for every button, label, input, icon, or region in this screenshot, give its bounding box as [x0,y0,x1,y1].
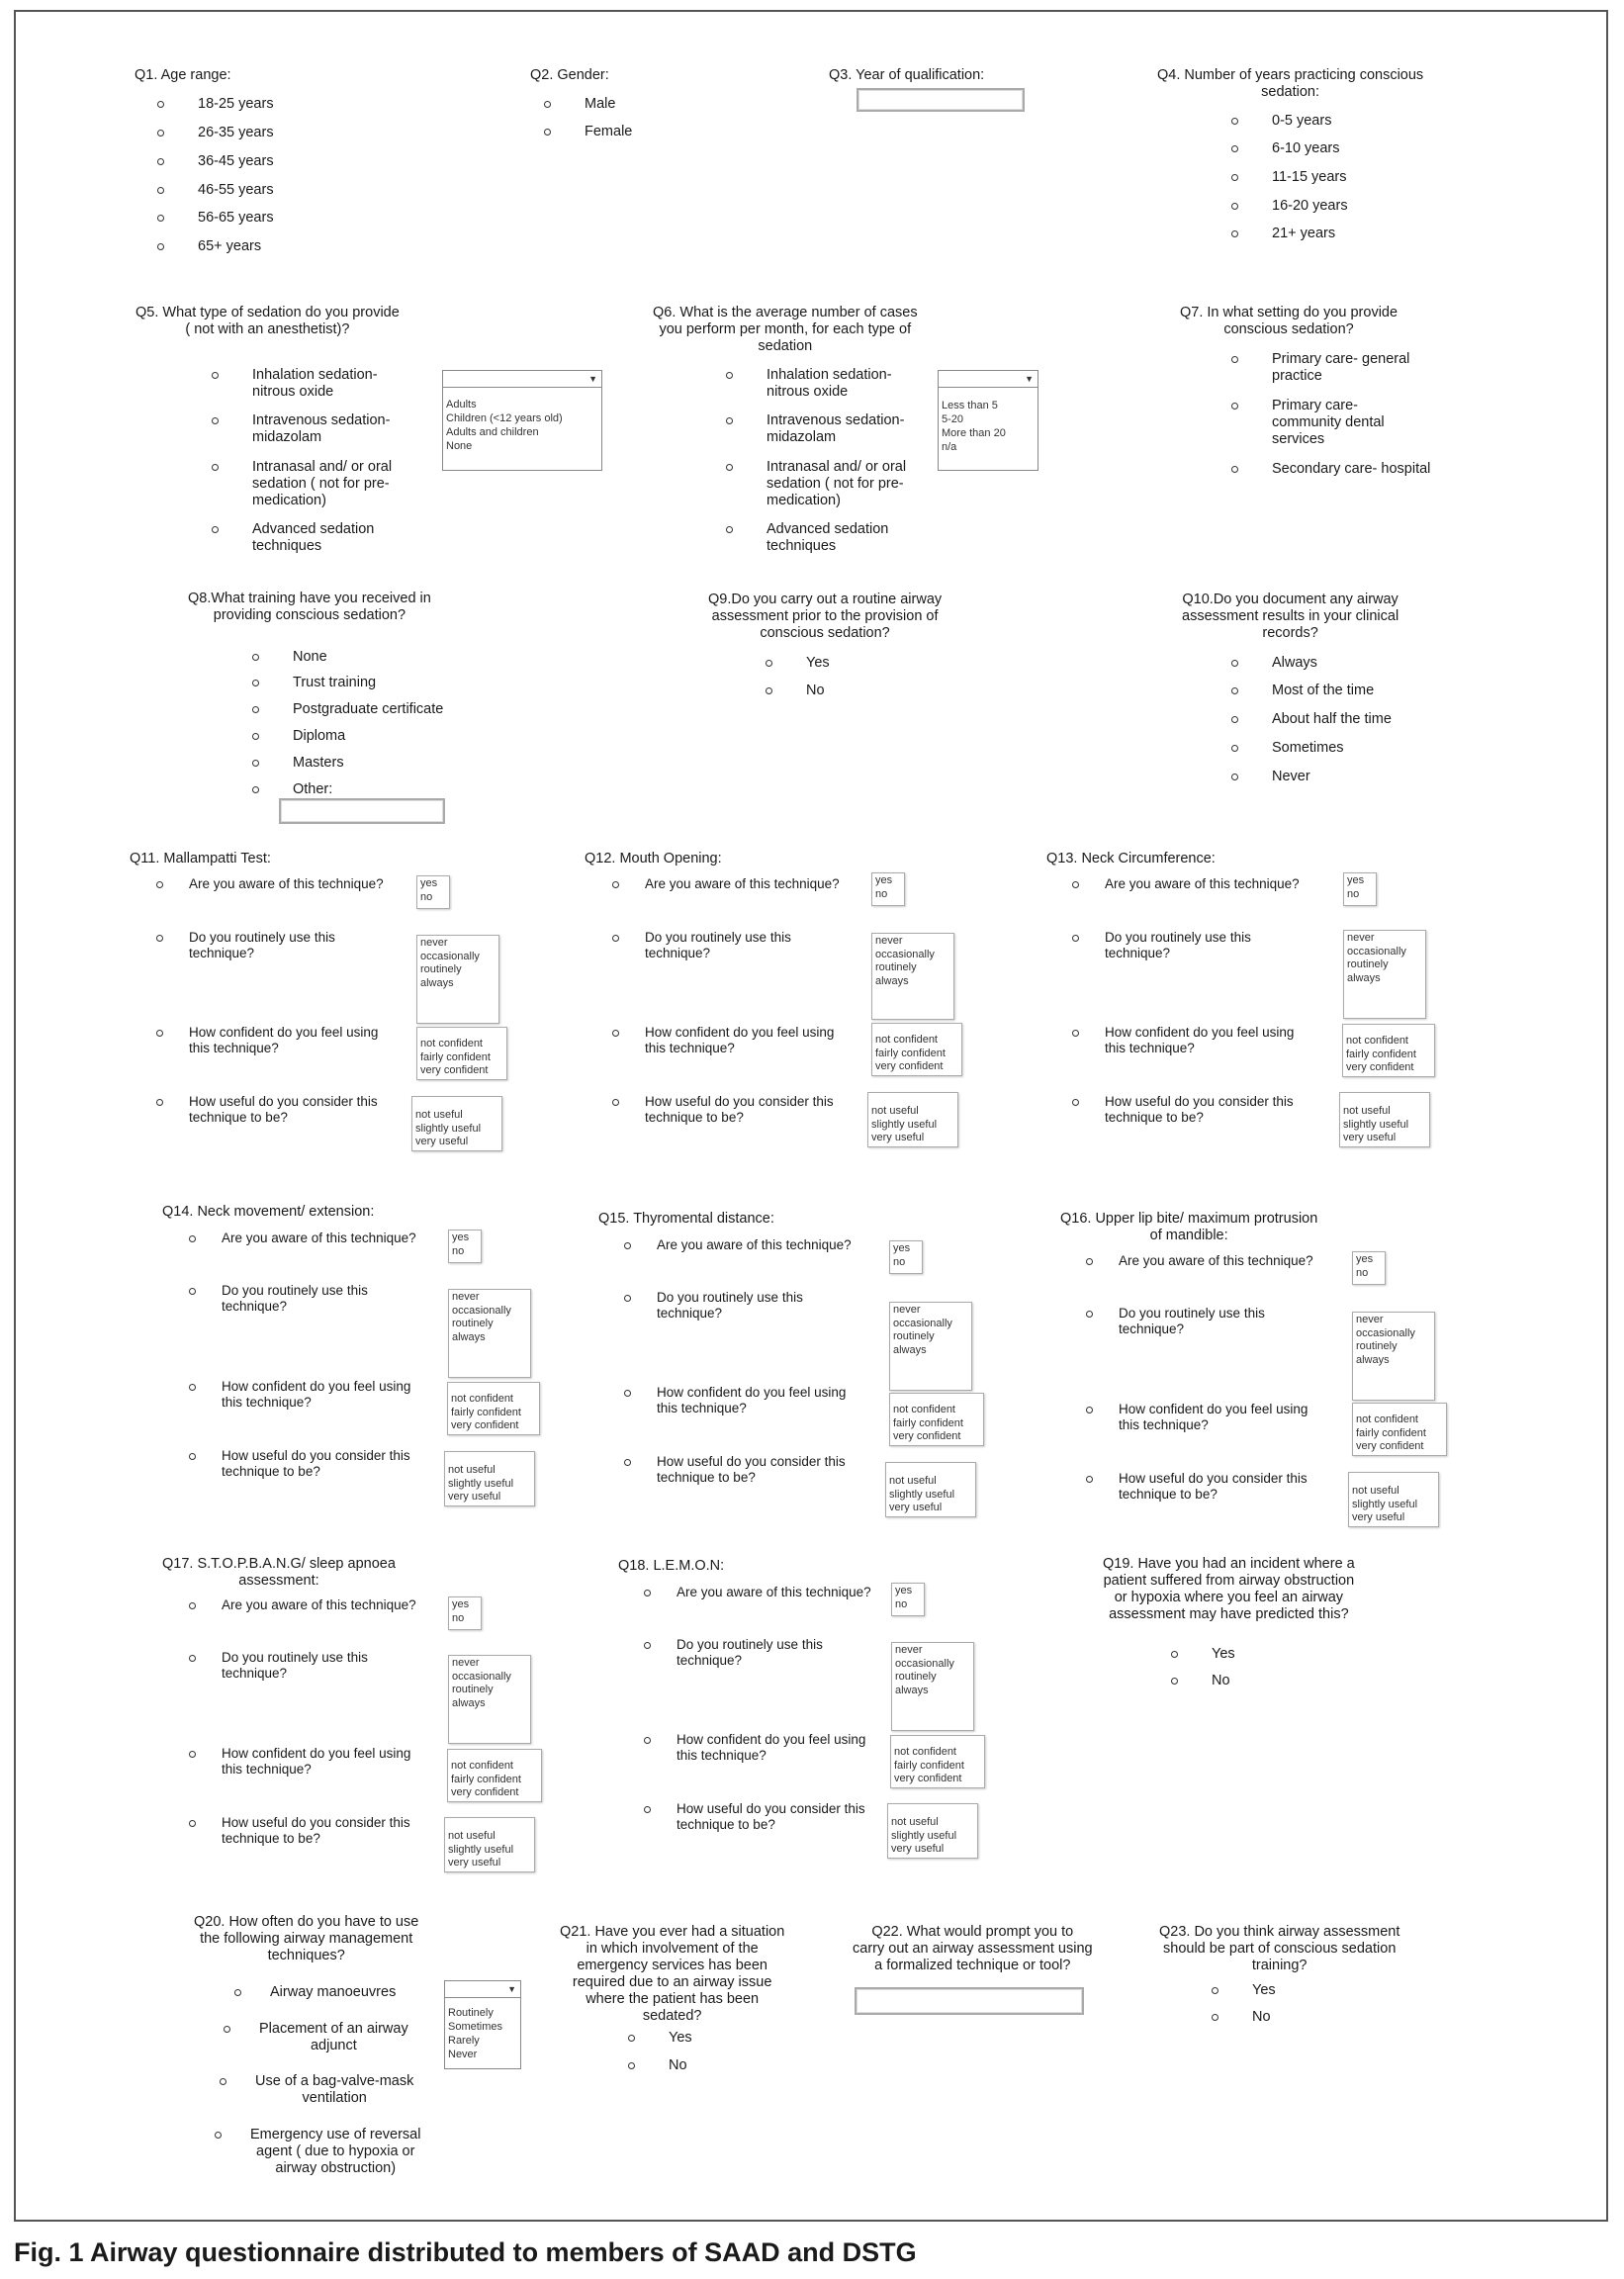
radio-icon[interactable] [189,1820,196,1827]
radio-icon[interactable] [157,158,164,165]
aware-question: Are you aware of this technique? [657,1237,852,1253]
radio-icon[interactable] [1231,203,1238,210]
use-question: Do you routinely use this technique? [222,1283,368,1315]
radio-icon[interactable] [189,1655,196,1662]
radio-icon[interactable] [234,1989,241,1996]
radio-icon[interactable] [1171,1678,1178,1685]
useful-question: How useful do you consider this technique to be? [645,1094,834,1126]
useful-question: How useful do you consider this technique to be? [222,1815,410,1847]
figure-caption: Fig. 1 Airway questionnaire distributed to members of SAAD and DSTG [14,2237,917,2267]
q13-title: Q13. Neck Circumference: [1046,851,1216,866]
q9-option[interactable]: Yes [806,655,830,672]
q3-title: Q3. Year of qualification: [829,67,985,83]
q4-option[interactable]: 0-5 years [1272,113,1331,130]
q5-title: Q5. What type of sedation do you provide ( not with an anesthetist)? [135,305,400,337]
radio-icon[interactable] [726,526,733,533]
q1-option[interactable]: 18-25 years [198,96,274,113]
q21-option[interactable]: No [669,2057,687,2074]
use-select[interactable]: never occasionally routinely always [448,1289,531,1378]
radio-icon[interactable] [1212,2014,1218,2021]
q6-option[interactable]: Intranasal and/ or oral sedation ( not for pre- medication) [767,459,906,509]
confidence-question: How confident do you feel using this technique? [222,1746,410,1778]
radio-icon[interactable] [215,2132,222,2139]
q4-option[interactable]: 6-10 years [1272,140,1340,157]
q1-option[interactable]: 26-35 years [198,125,274,141]
q5-option[interactable]: Intravenous sedation- midazolam [252,412,390,446]
q8-option[interactable]: Trust training [293,675,376,691]
q10-title: Q10.Do you document any airway assessment results in your clinical records? [1182,592,1399,641]
dropdown-option[interactable]: Children (<12 years old) [446,412,563,424]
radio-icon[interactable] [624,1242,631,1249]
radio-icon[interactable] [212,526,219,533]
radio-icon[interactable] [726,417,733,424]
radio-icon[interactable] [1072,1030,1079,1037]
q2-option[interactable]: Female [585,124,632,140]
confidence-question: How confident do you feel using this technique? [222,1379,410,1411]
aware-question: Are you aware of this technique? [677,1585,871,1600]
use-question: Do you routinely use this technique? [222,1650,368,1682]
q20-option[interactable]: Airway manoeuvres [270,1984,396,2001]
radio-icon[interactable] [1231,716,1238,723]
q7-option[interactable]: Secondary care- hospital [1272,461,1430,478]
q8-other-input[interactable] [279,798,445,824]
radio-icon[interactable] [624,1390,631,1397]
radio-icon[interactable] [1231,230,1238,237]
chevron-down-icon[interactable]: ▼ [507,1984,516,1994]
radio-icon[interactable] [1231,660,1238,667]
use-question: Do you routinely use this technique? [1105,930,1251,961]
radio-icon[interactable] [252,654,259,661]
radio-icon[interactable] [189,1453,196,1460]
confidence-select[interactable]: not confident fairly confident very confident [889,1393,984,1446]
radio-icon[interactable] [726,372,733,379]
q10-option[interactable]: About half the time [1272,711,1392,728]
use-question: Do you routinely use this technique? [677,1637,823,1669]
q15-title: Q15. Thyromental distance: [598,1211,774,1227]
radio-icon[interactable] [644,1642,651,1649]
use-select[interactable]: never occasionally routinely always [871,933,954,1020]
radio-icon[interactable] [157,130,164,137]
aware-select[interactable]: yes no [448,1596,482,1630]
q10-option[interactable]: Most of the time [1272,683,1374,699]
q4-option[interactable]: 11-15 years [1272,169,1347,186]
q5-option[interactable]: Inhalation sedation- nitrous oxide [252,367,378,401]
q6-option[interactable]: Inhalation sedation- nitrous oxide [767,367,892,401]
q10-option[interactable]: Never [1272,769,1310,785]
radio-icon[interactable] [189,1235,196,1242]
q6-title: Q6. What is the average number of cases you perform per month, for each type of sedation [653,305,918,354]
confidence-select[interactable]: not confident fairly confident very confident [447,1749,542,1802]
q23-option[interactable]: Yes [1252,1982,1276,1999]
aware-question: Are you aware of this technique? [645,876,840,892]
radio-icon[interactable] [628,2035,635,2042]
radio-icon[interactable] [189,1751,196,1758]
radio-icon[interactable] [156,1030,163,1037]
radio-icon[interactable] [1231,774,1238,780]
q8-option[interactable]: Diploma [293,728,345,745]
radio-icon[interactable] [1231,145,1238,152]
confidence-question: How confident do you feel using this technique? [677,1732,865,1764]
use-select[interactable]: never occasionally routinely always [1343,930,1426,1019]
q14-title: Q14. Neck movement/ extension: [162,1204,375,1220]
radio-icon[interactable] [252,760,259,767]
radio-icon[interactable] [766,660,772,667]
radio-icon[interactable] [252,786,259,793]
q23-option[interactable]: No [1252,2009,1271,2026]
confidence-question: How confident do you feel using this technique? [1105,1025,1294,1056]
aware-select[interactable]: yes no [448,1230,482,1263]
useful-select[interactable]: not useful slightly useful very useful [887,1803,978,1859]
radio-icon[interactable] [189,1288,196,1295]
radio-icon[interactable] [156,1099,163,1106]
radio-icon[interactable] [644,1806,651,1813]
radio-icon[interactable] [612,1030,619,1037]
aware-select[interactable]: yes no [1352,1251,1386,1285]
confidence-question: How confident do you feel using this technique? [1119,1402,1308,1433]
radio-icon[interactable] [624,1459,631,1466]
q22-text-input[interactable] [855,1987,1084,2015]
radio-icon[interactable] [1086,1407,1093,1413]
q2-option[interactable]: Male [585,96,615,113]
use-select[interactable]: never occasionally routinely always [891,1642,974,1731]
dropdown-option[interactable]: Less than 5 [942,400,998,411]
q16-title: Q16. Upper lip bite/ maximum protrusion of mandible: [1060,1211,1318,1243]
radio-icon[interactable] [1086,1258,1093,1265]
q19-option[interactable]: Yes [1212,1646,1235,1663]
radio-icon[interactable] [1212,1987,1218,1994]
radio-icon[interactable] [1231,403,1238,410]
radio-icon[interactable] [220,2078,226,2085]
q12-title: Q12. Mouth Opening: [585,851,722,866]
q1-option[interactable]: 36-45 years [198,153,274,170]
dropdown-option[interactable]: Never [448,2049,478,2060]
q1-option[interactable]: 46-55 years [198,182,274,199]
radio-icon[interactable] [612,935,619,942]
use-select[interactable]: never occasionally routinely always [416,935,499,1024]
dropdown-option[interactable]: None [446,440,473,452]
radio-icon[interactable] [157,243,164,250]
q4-option[interactable]: 16-20 years [1272,198,1348,215]
q18-title: Q18. L.E.M.O.N: [618,1558,725,1574]
useful-select[interactable]: not useful slightly useful very useful [411,1096,502,1151]
useful-select[interactable]: not useful slightly useful very useful [444,1817,535,1872]
confidence-select[interactable]: not confident fairly confident very confident [416,1027,507,1080]
q5-option[interactable]: Intranasal and/ or oral sedation ( not for pre- medication) [252,459,392,509]
q7-option[interactable]: Primary care- general practice [1272,351,1409,385]
aware-question: Are you aware of this technique? [222,1231,416,1246]
useful-question: How useful do you consider this technique to be? [677,1801,865,1833]
aware-question: Are you aware of this technique? [1105,876,1300,892]
q2-title: Q2. Gender: [530,67,609,83]
dropdown-option[interactable]: 5-20 [942,413,964,425]
aware-question: Are you aware of this technique? [189,876,384,892]
use-select[interactable]: never occasionally routinely always [448,1655,531,1744]
q8-option[interactable]: None [293,649,327,666]
aware-select[interactable]: yes no [891,1583,925,1616]
radio-icon[interactable] [1072,935,1079,942]
q3-year-input[interactable] [857,88,1025,112]
radio-icon[interactable] [1231,356,1238,363]
q19-title: Q19. Have you had an incident where a patient suffered from airway obstruction or hypoxia where you feel an airway assessment may have predicted this? [1103,1556,1355,1622]
radio-icon[interactable] [252,706,259,713]
q8-title: Q8.What training have you received in providing conscious sedation? [188,591,431,623]
useful-question: How useful do you consider this technique to be? [657,1454,846,1486]
radio-icon[interactable] [624,1295,631,1302]
q5-dropdown[interactable] [442,370,602,471]
q6-dropdown[interactable] [938,370,1038,471]
use-question: Do you routinely use this technique? [645,930,791,961]
q1-option[interactable]: 56-65 years [198,210,274,227]
radio-icon[interactable] [1231,174,1238,181]
radio-icon[interactable] [252,733,259,740]
q20-title: Q20. How often do you have to use the following airway management techniques? [194,1914,419,1963]
q7-option[interactable]: Primary care- community dental services [1272,398,1385,448]
useful-question: How useful do you consider this technique to be? [1119,1471,1308,1503]
q20-dropdown[interactable] [444,1980,521,2069]
radio-icon[interactable] [726,464,733,471]
chevron-down-icon[interactable]: ▼ [1025,374,1034,384]
q20-option[interactable]: Emergency use of reversal agent ( due to hypoxia or airway obstruction) [250,2127,420,2177]
q4-option[interactable]: 21+ years [1272,226,1335,242]
aware-select[interactable]: yes no [1343,872,1377,906]
useful-question: How useful do you consider this technique to be? [189,1094,378,1126]
q8-option[interactable]: Other: [293,781,332,798]
q17-title: Q17. S.T.O.P.B.A.N.G/ sleep apnoea assessment: [162,1556,396,1589]
confidence-question: How confident do you feel using this technique? [645,1025,834,1056]
radio-icon[interactable] [1231,687,1238,694]
confidence-question: How confident do you feel using this technique? [657,1385,846,1416]
confidence-select[interactable]: not confident fairly confident very confident [871,1023,962,1076]
dropdown-option[interactable]: More than 20 [942,427,1006,439]
chevron-down-icon[interactable]: ▼ [588,374,597,384]
q6-option[interactable]: Intravenous sedation- midazolam [767,412,904,446]
dropdown-option[interactable]: Routinely [448,2007,494,2019]
q20-option[interactable]: Use of a bag-valve-mask ventilation [255,2073,413,2107]
q21-option[interactable]: Yes [669,2030,692,2047]
radio-icon[interactable] [212,372,219,379]
useful-select[interactable]: not useful slightly useful very useful [1339,1092,1430,1147]
q4-title: Q4. Number of years practicing conscious sedation: [1157,67,1424,100]
use-question: Do you routinely use this technique? [657,1290,803,1322]
radio-icon[interactable] [157,187,164,194]
dropdown-option[interactable]: Sometimes [448,2021,503,2033]
q7-title: Q7. In what setting do you provide conscious sedation? [1180,305,1398,337]
radio-icon[interactable] [628,2062,635,2069]
q8-option[interactable]: Postgraduate certificate [293,701,443,718]
radio-icon[interactable] [644,1590,651,1596]
useful-select[interactable]: not useful slightly useful very useful [1348,1472,1439,1527]
aware-select[interactable]: yes no [871,872,905,906]
radio-icon[interactable] [544,129,551,136]
q10-option[interactable]: Always [1272,655,1317,672]
radio-icon[interactable] [157,101,164,108]
q19-option[interactable]: No [1212,1673,1230,1689]
q11-title: Q11. Mallampatti Test: [130,851,271,866]
radio-icon[interactable] [212,417,219,424]
q1-title: Q1. Age range: [135,67,231,83]
confidence-question: How confident do you feel using this technique? [189,1025,378,1056]
aware-question: Are you aware of this technique? [222,1597,416,1613]
q8-option[interactable]: Masters [293,755,344,772]
radio-icon[interactable] [156,881,163,888]
confidence-select[interactable]: not confident fairly confident very confident [1352,1403,1447,1456]
q1-option[interactable]: 65+ years [198,238,261,255]
radio-icon[interactable] [252,680,259,686]
aware-question: Are you aware of this technique? [1119,1253,1313,1269]
useful-select[interactable]: not useful slightly useful very useful [867,1092,958,1147]
radio-icon[interactable] [1171,1651,1178,1658]
radio-icon[interactable] [1086,1311,1093,1318]
q9-option[interactable]: No [806,683,825,699]
use-select[interactable]: never occasionally routinely always [1352,1312,1435,1401]
radio-icon[interactable] [1072,1099,1079,1106]
confidence-select[interactable]: not confident fairly confident very confident [447,1382,540,1435]
confidence-select[interactable]: not confident fairly confident very confident [890,1735,985,1788]
q20-option[interactable]: Placement of an airway adjunct [259,2021,408,2054]
radio-icon[interactable] [1231,118,1238,125]
radio-icon[interactable] [224,2026,230,2033]
useful-question: How useful do you consider this technique to be? [222,1448,410,1480]
radio-icon[interactable] [612,881,619,888]
dropdown-option[interactable]: Adults [446,399,477,410]
q22-title: Q22. What would prompt you to carry out an airway assessment using a formalized technique or tool? [853,1924,1093,1973]
q23-title: Q23. Do you think airway assessment should be part of conscious sedation training? [1159,1924,1400,1973]
radio-icon[interactable] [212,464,219,471]
dropdown-option[interactable]: Rarely [448,2035,480,2047]
use-question: Do you routinely use this technique? [189,930,335,961]
aware-select[interactable]: yes no [889,1240,923,1274]
dropdown-option[interactable]: n/a [942,441,957,453]
radio-icon[interactable] [1231,466,1238,473]
useful-question: How useful do you consider this technique to be? [1105,1094,1294,1126]
use-select[interactable]: never occasionally routinely always [889,1302,972,1391]
q21-title: Q21. Have you ever had a situation in which involvement of the emergency services has been required due to an airway issue where the patient has been sedated? [560,1924,785,2024]
use-question: Do you routinely use this technique? [1119,1306,1265,1337]
radio-icon[interactable] [1086,1476,1093,1483]
confidence-select[interactable]: not confident fairly confident very confident [1342,1024,1435,1077]
radio-icon[interactable] [544,101,551,108]
radio-icon[interactable] [189,1602,196,1609]
useful-select[interactable]: not useful slightly useful very useful [885,1462,976,1517]
dropdown-option[interactable]: Adults and children [446,426,539,438]
radio-icon[interactable] [612,1099,619,1106]
radio-icon[interactable] [644,1737,651,1744]
radio-icon[interactable] [157,215,164,222]
radio-icon[interactable] [156,935,163,942]
radio-icon[interactable] [1231,745,1238,752]
useful-select[interactable]: not useful slightly useful very useful [444,1451,535,1506]
radio-icon[interactable] [766,687,772,694]
q10-option[interactable]: Sometimes [1272,740,1344,757]
q5-option[interactable]: Advanced sedation techniques [252,521,374,555]
q9-title: Q9.Do you carry out a routine airway assessment prior to the provision of conscious sedation? [708,592,943,641]
aware-select[interactable]: yes no [416,875,450,909]
radio-icon[interactable] [1072,881,1079,888]
q6-option[interactable]: Advanced sedation techniques [767,521,888,555]
radio-icon[interactable] [189,1384,196,1391]
